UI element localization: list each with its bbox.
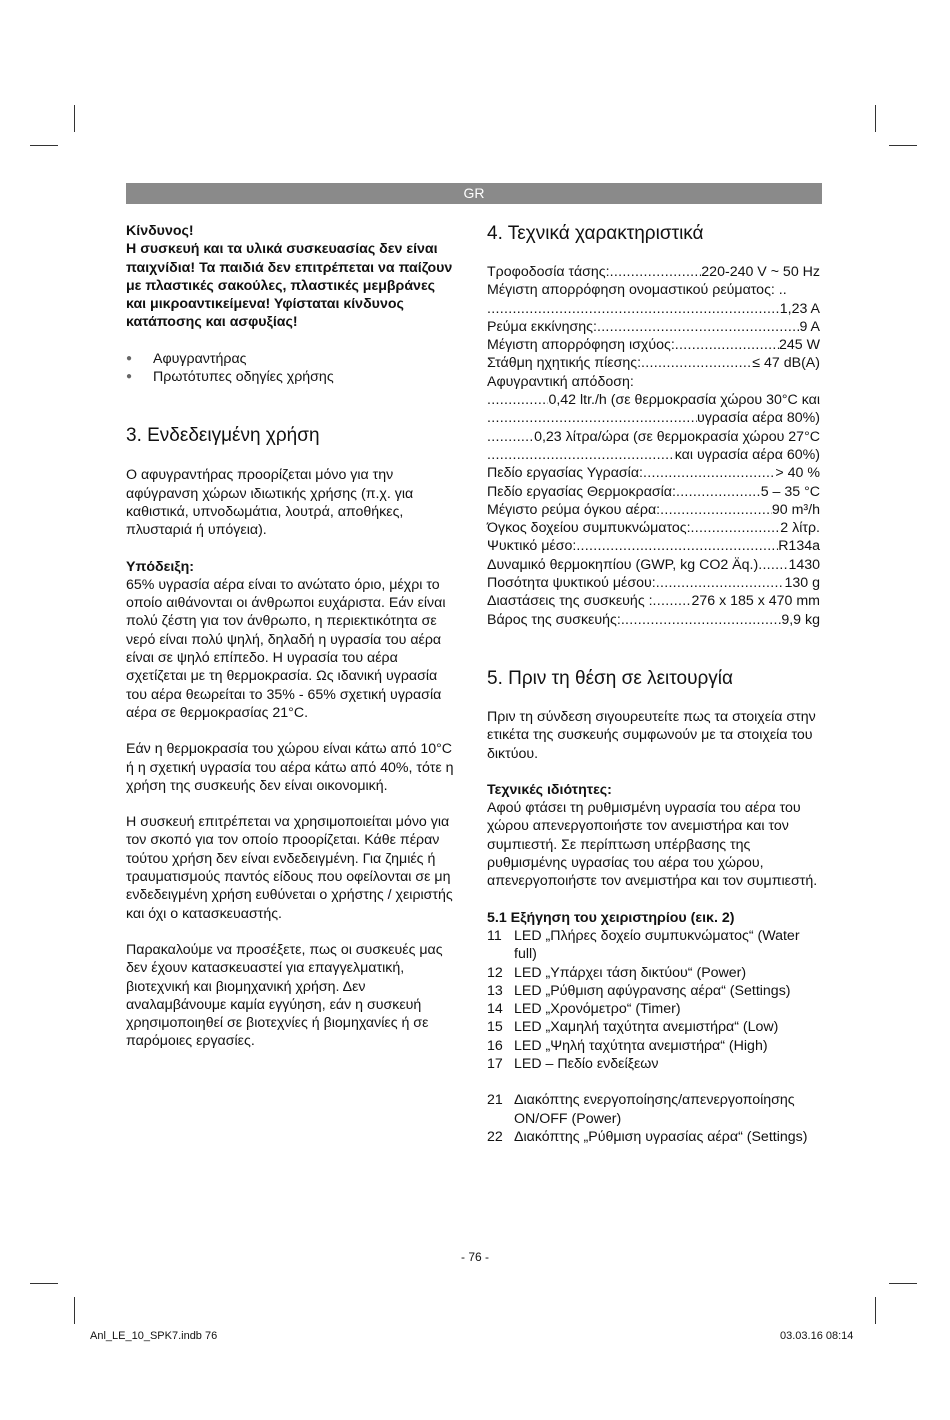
page-number: - 76 - (460, 1250, 489, 1264)
spec-row (487, 428, 820, 446)
crop-mark (889, 145, 917, 146)
spec-row (487, 446, 820, 464)
spec-row (487, 300, 820, 318)
list-item: ● Αφυγραντήρας (126, 350, 456, 368)
spec-row (487, 537, 820, 555)
list-item: ● Πρωτότυπες οδηγίες χρήσης (126, 368, 456, 386)
dot-leader (621, 611, 782, 629)
right-column (487, 222, 820, 1146)
spec-value: 0,23 λίτρα/ώρα (σε θερμοκρασία χώρου 27°C (534, 428, 820, 445)
spec-row (487, 611, 820, 629)
spec-label: Μέγιστη απορρόφηση ισχύος: (487, 337, 675, 354)
spec-row (487, 483, 820, 501)
dot-leader (675, 336, 779, 354)
spec-label: Βάρος της συσκευής: (487, 611, 621, 628)
spec-row (487, 318, 820, 336)
crop-mark (74, 1297, 75, 1324)
spec-value: 130 g (784, 575, 820, 592)
section-4-title: 4. Τεχνικά χαρακτηριστικά (487, 223, 704, 244)
spec-value: 2 λίτρ. (780, 520, 820, 537)
dot-leader (487, 446, 675, 464)
dot-leader (691, 519, 781, 537)
list-item (487, 1037, 820, 1055)
item-text: LED „Χρονόμετρο“ (Timer) (514, 1001, 681, 1018)
item-number: 22 (487, 1128, 503, 1145)
spec-value: 245 W (778, 337, 820, 354)
list-item (487, 1018, 820, 1036)
dot-leader (676, 483, 761, 501)
spec-label: Όγκος δοχείου συμπυκνώματος: (487, 520, 691, 537)
item-text: Διακόπτης ενεργοποίησης/απενεργοποίησης ON/OFF (Power) (514, 1092, 795, 1127)
spec-label: Αφυγραντική απόδοση: (487, 373, 634, 390)
spec-row (487, 336, 820, 354)
spec-label: Ποσότητα ψυκτικού μέσου: (487, 575, 656, 592)
footer-file: Anl_LE_10_SPK7.indb 76 (90, 1330, 218, 1342)
dot-leader (758, 556, 788, 574)
spec-value: 1430 (788, 556, 820, 573)
hint-title: Υπόδειξη: (126, 558, 194, 575)
dot-leader (597, 318, 800, 336)
spec-row (487, 556, 820, 574)
dot-leader (643, 464, 775, 482)
spec-value: 220-240 V ~ 50 Hz (701, 264, 820, 280)
list-item (487, 982, 820, 1000)
footer-date: 03.03.16 08:14 (780, 1330, 854, 1342)
list-item (487, 1128, 820, 1146)
dot-leader (487, 409, 697, 427)
item-text: LED „Υπάρχει τάση δικτύου“ (Power) (514, 964, 747, 981)
crop-mark (889, 1283, 917, 1284)
tech-text: Αφού φτάσει τη ρυθμισμένη υγρασία του αέρα του χώρου απενεργοποιήστε τον ανεμιστήρα και τον συμπιεστή. Σε περίπτωση υπέρβασης της ρυθμισμένης υγρασίας του αέρα του χώρου, απενεργοποιήστε τον ανεμιστήρα και τον συμπιεστή. (487, 800, 818, 890)
dot-leader (656, 574, 785, 592)
dot-leader (576, 537, 778, 555)
spec-row (487, 373, 820, 391)
spec-label: Δυναμικό θερμοκηπίου (GWP, kg CO2 Äq.) (487, 556, 759, 573)
dot-leader (660, 501, 772, 519)
list-item (487, 1055, 820, 1073)
spec-row (487, 592, 820, 610)
dot-leader (487, 300, 780, 318)
hint-text: 65% υγρασία αέρα είναι το ανώτατο όριο, μέχρι το οποίο αιθάνονται οι άνθρωποι ευχάριστα. Εάν είναι πολύ ζέστη για τον άνθρωπο, η περιεκτικότητα σε νερό είναι πολύ ψηλή, δηλαδή η υγρασία του αέρα είναι σε ψηλό επίπεδο. Η υγρασία του αέρα σχετίζεται με τη θερμοκρασία. Ως ιδανική υγρασία του αέρα θεωρείται το 35% - 65% σχετική υγρασία αέρα σε θερμοκρασίας 21°C. (126, 576, 446, 721)
paragraph: Εάν η θερμοκρασία του χώρου είναι κάτω από 10°C ή η σχετική υγρασία του αέρα κάτω από 40%, τότε η χρήση της συσκευής δεν είναι οικονομική. (126, 741, 454, 794)
item-number: 12 (487, 964, 503, 981)
list-item (487, 1000, 820, 1018)
crop-mark (74, 105, 75, 132)
list-item (487, 927, 820, 964)
spec-value: 9 A (799, 318, 820, 335)
spec-label: Ψυκτικό μέσο: (487, 538, 577, 555)
spec-value: R134a (778, 538, 820, 555)
spec-value: 1,23 A (779, 300, 820, 317)
item-number: 11 (487, 927, 502, 944)
spec-value: υγρασία αέρα 80%) (696, 410, 820, 427)
item-text: LED – Πεδίο ενδείξεων (514, 1055, 659, 1072)
spec-label: Μέγιστη απορρόφηση ονομαστικού ρεύματος: .. (487, 282, 787, 299)
dot-leader (487, 428, 534, 446)
crop-mark (30, 1283, 58, 1284)
spec-row (487, 354, 820, 372)
spec-row (487, 519, 820, 537)
crop-mark (875, 1297, 876, 1324)
item-number: 21 (487, 1092, 503, 1109)
spec-value: 5 – 35 °C (760, 483, 820, 500)
crop-mark (30, 145, 58, 146)
subsection-5-1-title: 5.1 Εξήγηση του χειριστηρίου (εικ. 2) (487, 909, 735, 926)
spec-row (487, 464, 820, 482)
spec-value: > 40 % (775, 465, 820, 482)
danger-title: Κίνδυνος! (126, 223, 194, 239)
item-number: 15 (487, 1019, 503, 1036)
dot-leader (610, 263, 702, 281)
spec-label: Τροφοδοσία τάσης: (487, 264, 610, 280)
section-3-paragraph: Ο αφυγραντήρας προορίζεται μόνο για την αφύγρανση χώρων ιδιωτικής χρήσης (π.χ. για καθιστικά, υπνοδωμάτια, λουτρά, αποθήκες, πλυσταριά ή υπόγεια). (126, 467, 414, 539)
dot-leader (487, 391, 548, 409)
spec-label: Πεδίο εργασίας Θερμοκρασία: (487, 483, 676, 500)
dot-leader (653, 592, 692, 610)
spec-label: Ρεύμα εκκίνησης: (487, 318, 597, 335)
item-text: LED „Ψηλή ταχύτητα ανεμιστήρα“ (High) (514, 1037, 768, 1054)
spec-row (487, 391, 820, 409)
spec-value: 9,9 kg (781, 611, 820, 628)
switch-list (487, 1091, 820, 1146)
spec-label: Διαστάσεις της συσκευής : (487, 593, 653, 610)
spec-row (487, 501, 820, 519)
spec-label: Στάθμη ηχητικής πίεσης: (487, 355, 642, 372)
tech-title: Τεχνικές ιδιότητες: (487, 781, 612, 798)
crop-mark (875, 105, 876, 132)
paragraph: Η συσκευή επιτρέπεται να χρησιμοποιείται μόνο για τον σκοπό για τον οποίο προορίζεται. Κάθε πέραν τούτου χρήση δεν είναι ενδεδειγμένη. Για ζημιές ή τραυματισμούς παντός είδους που οφείλονται σε μη ενδεδειγμένη χρήση ευθύνεται ο χρήστης / χειριστής και όχι ο κατασκευαστής. (126, 814, 453, 922)
list-item (487, 964, 820, 982)
list-item (487, 1091, 820, 1128)
section-5-title: 5. Πριν τη θέση σε λειτουργία (487, 667, 733, 689)
spec-value: ≤ 47 dB(A) (752, 355, 820, 372)
spec-row (487, 263, 820, 281)
item-number: 13 (487, 982, 503, 999)
section-3-title: 3. Ενδεδειγμένη χρήση (126, 425, 320, 447)
item-text: LED „Πλήρες δοχείο συμπυκνώματος“ (Water full) (514, 927, 800, 963)
spec-label: Μέγιστο ρεύμα όγκου αέρα: (487, 501, 661, 518)
spec-value: 0,42 ltr./h (σε θερμοκρασία χώρου 30°C και (548, 392, 820, 409)
spec-value: 90 m³/h (771, 501, 820, 518)
dot-leader (641, 354, 752, 372)
item-number: 16 (487, 1037, 503, 1054)
spec-value: και υγρασία αέρα 60%) (674, 446, 820, 463)
language-header: GR (126, 183, 822, 204)
spec-row (487, 281, 820, 299)
item-number: 14 (487, 1001, 503, 1018)
paragraph: Παρακαλούμε να προσέξετε, πως οι συσκευές μας δεν έχουν κατασκευαστεί για επαγγελματική, βιοτεχνική και βιομηχανική χρήση. Δεν αναλαμβάνουμε καμία εγγύηση, εάν η συσκευή χρησιμοποιηθεί σε βιοτεχνίες ή βιομηχανίες ή σε παρόμοιες εργασίες. (126, 941, 443, 1050)
item-text: LED „Ρύθμιση αφύγρανσης αέρα“ (Settings) (514, 982, 791, 999)
spec-label: Πεδίο εργασίας Υγρασία: (487, 465, 643, 482)
contents-list (126, 350, 456, 387)
spec-row (487, 574, 820, 592)
spec-table (487, 263, 820, 629)
danger-text: Η συσκευή και τα υλικά συσκευασίας δεν είναι παιχνίδια! Τα παιδιά δεν επιτρέπεται να παίζουν με πλαστικές σακούλες, πλαστικές μεμβράνες και μικροαντικείμενα! Υφίσταται κίνδυνος κατάποσης και ασφυξίας! (126, 241, 453, 331)
section-5-paragraph: Πριν τη σύνδεση σιγουρευτείτε πως τα στοιχεία στην ετικέτα της συσκευής συμφωνούν με τα στοιχεία του δικτύου. (487, 708, 816, 762)
item-text: LED „Χαμηλή ταχύτητα ανεμιστήρα“ (Low) (514, 1019, 779, 1036)
item-number: 17 (487, 1055, 503, 1072)
left-column (126, 222, 456, 1051)
spec-row (487, 409, 820, 427)
control-list (487, 927, 820, 1073)
item-text: Διακόπτης „Ρύθμιση υγρασίας αέρα“ (Settings) (514, 1128, 808, 1145)
spec-value: 276 x 185 x 470 mm (691, 593, 820, 610)
